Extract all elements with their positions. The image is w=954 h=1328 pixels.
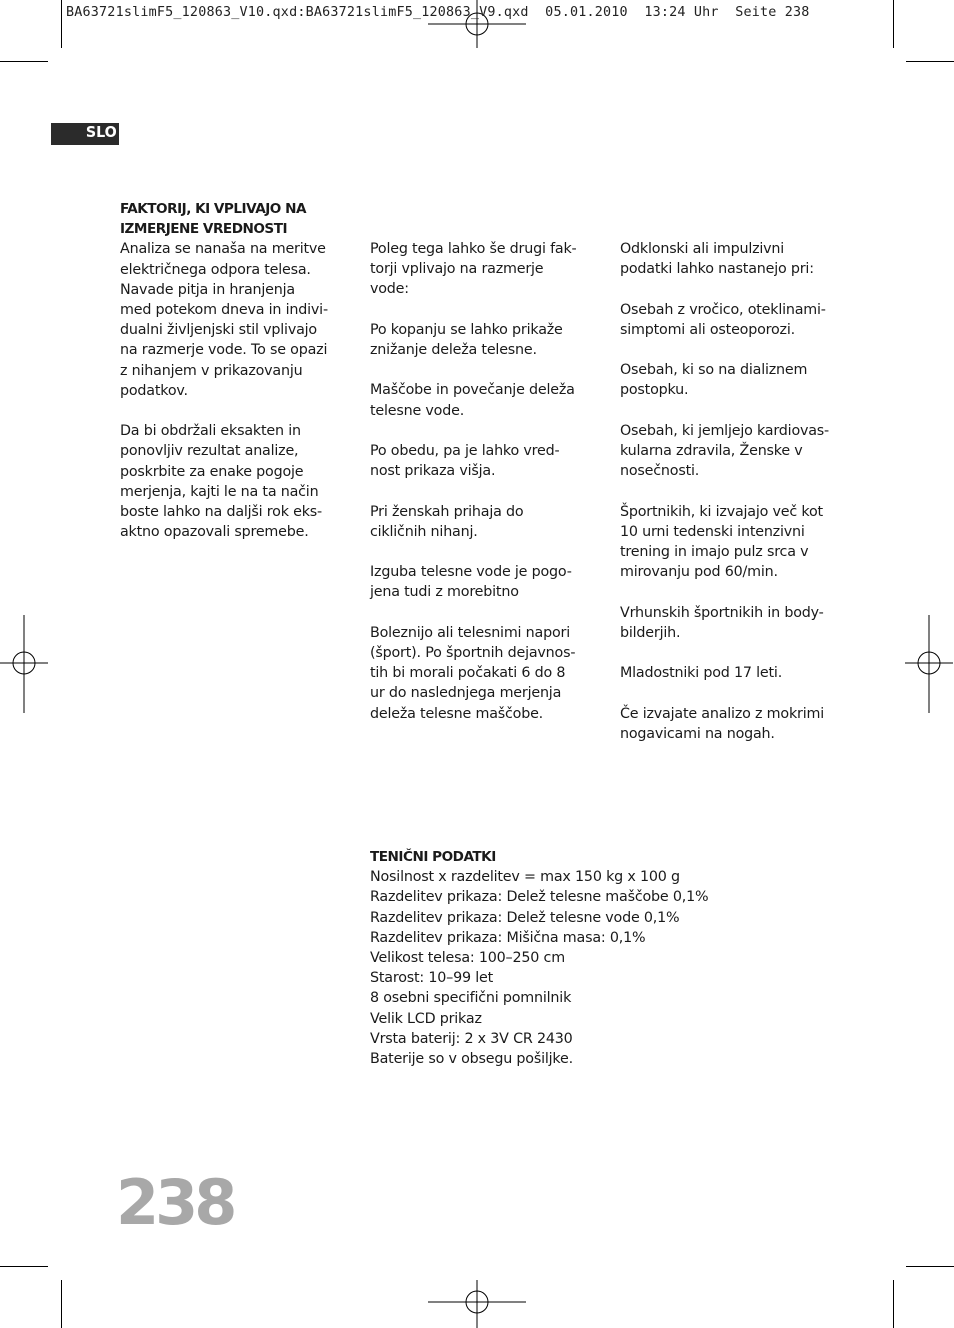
column-middle bbox=[370, 239, 595, 744]
tech-spec-line: Nosilnost x razdelitev = max 150 kg x 100 g bbox=[370, 869, 680, 886]
text-line: med potekom dneva in indivi- bbox=[120, 302, 328, 319]
paragraph bbox=[370, 502, 595, 542]
crop-mark bbox=[893, 1280, 894, 1328]
page-number: 238 bbox=[116, 1166, 234, 1239]
paragraph bbox=[620, 421, 845, 482]
text-line: ponovljiv rezultat analize, bbox=[120, 443, 299, 460]
text-line: podatkov. bbox=[120, 382, 188, 399]
text-line: Analiza se nanaša na meritve bbox=[120, 241, 326, 258]
text-line: Boleznijo ali telesnimi napori bbox=[370, 624, 570, 641]
text-line: boste lahko na daljši rok eks- bbox=[120, 504, 323, 521]
text-line: z nihanjem v prikazovanju bbox=[120, 362, 303, 379]
paragraph bbox=[620, 239, 845, 279]
text-line: podatki lahko nastanejo pri: bbox=[620, 261, 814, 278]
tech-spec-line: Baterije so v obsegu pošiljke. bbox=[370, 1051, 573, 1068]
paragraph bbox=[370, 239, 595, 300]
text-line: dualni življenjski stil vplivajo bbox=[120, 322, 317, 339]
paragraph bbox=[370, 623, 595, 724]
paragraph bbox=[120, 239, 346, 401]
registration-mark-left bbox=[0, 615, 50, 713]
crop-mark bbox=[0, 61, 48, 62]
heading-line: FAKTORIJ, KI VPLIVAJO NA bbox=[120, 201, 306, 217]
tech-spec-line: Velik LCD prikaz bbox=[370, 1010, 482, 1027]
text-line: Izguba telesne vode je pogo- bbox=[370, 564, 572, 581]
text-line: Mladostniki pod 17 leti. bbox=[620, 665, 783, 682]
tech-heading: TENIČNI PODATKI bbox=[370, 849, 496, 865]
column-right bbox=[620, 239, 845, 764]
registration-mark-bottom bbox=[428, 1280, 526, 1328]
text-line: bilderjih. bbox=[620, 624, 681, 641]
text-line: Da bi obdržali eksakten in bbox=[120, 423, 301, 440]
crop-mark bbox=[61, 0, 62, 48]
text-line: (šport). Po športnih dejavnos- bbox=[370, 644, 576, 661]
heading-line: IZMERJENE VREDNOSTI bbox=[120, 221, 288, 238]
text-line: nost prikaza višja. bbox=[370, 463, 496, 480]
text-line: telesne vode. bbox=[370, 402, 465, 419]
tech-spec-line: Razdelitev prikaza: Delež telesne maščobe 0,1% bbox=[370, 889, 709, 906]
paragraph bbox=[620, 704, 845, 744]
paragraph bbox=[370, 380, 595, 420]
text-line: Vrhunskih športnikih in body- bbox=[620, 604, 824, 621]
text-line: poskrbite za enake pogoje bbox=[120, 463, 304, 480]
text-line: merjenja, kajti le na ta način bbox=[120, 483, 319, 500]
text-line: Osebah, ki jemljejo kardiovas- bbox=[620, 422, 830, 439]
text-line: Po obedu, pa je lahko vred- bbox=[370, 442, 560, 459]
text-line: znižanje deleža telesne. bbox=[370, 342, 537, 358]
text-line: kularna zdravila, Ženske v bbox=[620, 442, 803, 459]
text-line: Maščobe in povečanje deleža bbox=[370, 382, 575, 399]
tech-spec-line: Razdelitev prikaza: Delež telesne vode 0,1% bbox=[370, 909, 680, 926]
text-line: deleža telesne maščobe. bbox=[370, 705, 544, 722]
text-line: Športnikih, ki izvajajo več kot bbox=[620, 503, 823, 520]
text-line: 10 urni tedenski intenzivni bbox=[620, 523, 805, 540]
paragraph bbox=[620, 663, 845, 683]
text-line: jena tudi z morebitno bbox=[370, 584, 519, 601]
text-line: Poleg tega lahko še drugi fak- bbox=[370, 241, 577, 257]
text-line: električnega odpora telesa. bbox=[120, 261, 311, 278]
crop-mark bbox=[0, 1266, 48, 1267]
text-line: ur do naslednjega merjenja bbox=[370, 685, 562, 702]
paragraph bbox=[370, 562, 595, 602]
text-line: Osebah, ki so na dializnem bbox=[620, 362, 808, 379]
text-line: tih bi morali počakati 6 do 8 bbox=[370, 665, 566, 682]
text-line: Odklonski ali impulzivni bbox=[620, 241, 785, 257]
text-line: Če izvajate analizo z mokrimi bbox=[620, 705, 824, 722]
text-line: simptomi ali osteoporozi. bbox=[620, 321, 795, 338]
paragraph bbox=[620, 360, 845, 400]
paragraph bbox=[620, 300, 845, 340]
text-line: postopku. bbox=[620, 382, 689, 399]
paragraphs bbox=[620, 239, 845, 744]
text-line: nogavicami na nogah. bbox=[620, 725, 775, 742]
tech-lines bbox=[370, 867, 770, 1069]
text-line: torji vplivajo na razmerje bbox=[370, 261, 544, 278]
section-heading bbox=[120, 199, 346, 239]
text-line: mirovanju pod 60/min. bbox=[620, 564, 778, 581]
paragraph bbox=[370, 441, 595, 481]
text-line: Navade pitja in hranjenja bbox=[120, 281, 295, 298]
text-line: Osebah z vročico, oteklinami- bbox=[620, 301, 826, 318]
text-line: Po kopanju se lahko prikaže bbox=[370, 321, 563, 338]
crop-mark bbox=[61, 1280, 62, 1328]
paragraphs bbox=[120, 239, 346, 542]
text-line: cikličnih nihanj. bbox=[370, 523, 478, 540]
tech-spec-line: Vrsta baterij: 2 x 3V CR 2430 bbox=[370, 1030, 573, 1047]
tech-spec-line: Velikost telesa: 100–250 cm bbox=[370, 950, 565, 967]
paragraph bbox=[620, 603, 845, 643]
crop-mark bbox=[893, 0, 894, 48]
file-slug-line: BA63721slimF5_120863_V10.qxd:BA63721slimF5_120863_V9.qxd 05.01.2010 13:24 Uhr Seite 238 bbox=[66, 5, 810, 20]
text-line: nosečnosti. bbox=[620, 463, 700, 480]
language-tag-label: SLO bbox=[86, 123, 118, 141]
paragraph bbox=[620, 502, 845, 583]
paragraph bbox=[370, 320, 595, 360]
crop-mark bbox=[906, 1266, 954, 1267]
registration-mark-right bbox=[905, 615, 954, 713]
column-left bbox=[120, 199, 346, 563]
text-line: vode: bbox=[370, 281, 409, 298]
language-tag bbox=[51, 123, 119, 145]
tech-spec-line: 8 osebni specifični pomnilnik bbox=[370, 990, 572, 1007]
crop-mark bbox=[906, 61, 954, 62]
tech-spec-line: Razdelitev prikaza: Mišična masa: 0,1% bbox=[370, 929, 646, 946]
paragraph bbox=[120, 421, 346, 542]
text-line: trening in imajo pulz srca v bbox=[620, 543, 809, 560]
text-line: na razmerje vode. To se opazi bbox=[120, 342, 328, 359]
technical-data bbox=[370, 847, 770, 1069]
text-line: Pri ženskah prihaja do bbox=[370, 503, 524, 520]
text-line: aktno opazovali spremebe. bbox=[120, 524, 309, 541]
tech-spec-line: Starost: 10–99 let bbox=[370, 970, 494, 987]
paragraphs bbox=[370, 239, 595, 724]
